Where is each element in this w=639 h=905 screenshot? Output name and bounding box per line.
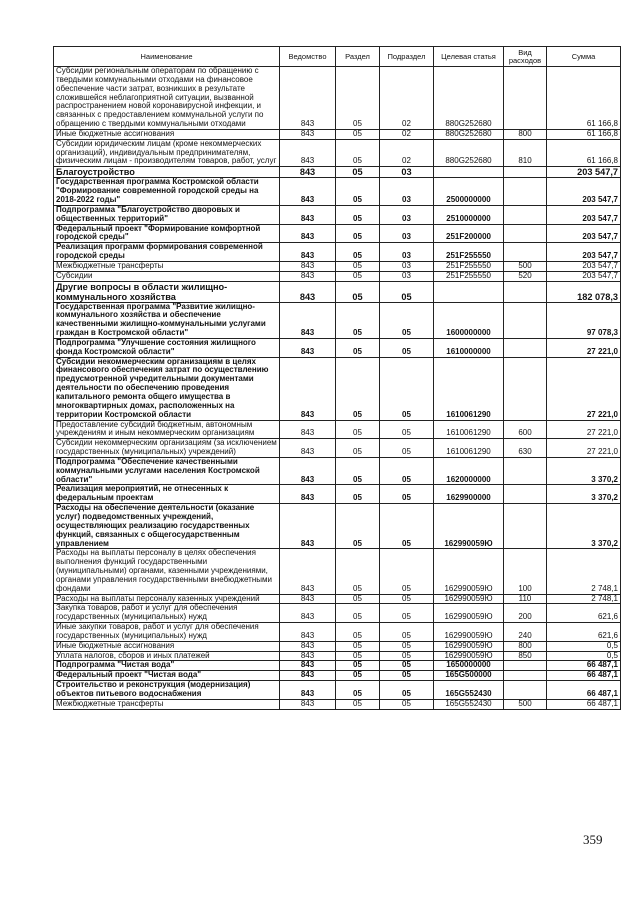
cell-department: 843 bbox=[280, 485, 336, 504]
cell-subsection: 05 bbox=[380, 302, 434, 338]
table-row bbox=[54, 623, 621, 642]
cell-name: Подпрограмма "Обеспечение качественными коммунальными услугами населения Костромской области" bbox=[54, 457, 280, 485]
cell-subsection: 05 bbox=[380, 549, 434, 594]
table-row bbox=[54, 67, 621, 130]
cell-department: 843 bbox=[280, 439, 336, 458]
cell-target-article: 1610061290 bbox=[434, 439, 504, 458]
cell-expense-type: 500 bbox=[504, 699, 547, 709]
table-row bbox=[54, 302, 621, 338]
cell-department: 843 bbox=[280, 357, 336, 420]
cell-department: 843 bbox=[280, 651, 336, 661]
cell-section: 05 bbox=[336, 178, 380, 206]
cell-subsection: 05 bbox=[380, 699, 434, 709]
cell-target-article bbox=[434, 281, 504, 302]
table-row bbox=[54, 439, 621, 458]
table-row bbox=[54, 205, 621, 224]
cell-sum: 621,6 bbox=[547, 604, 621, 623]
cell-subsection: 05 bbox=[380, 457, 434, 485]
cell-section: 05 bbox=[336, 167, 380, 178]
cell-department: 843 bbox=[280, 281, 336, 302]
cell-target-article: 162990059Ю bbox=[434, 504, 504, 549]
cell-expense-type: 240 bbox=[504, 623, 547, 642]
cell-section: 05 bbox=[336, 420, 380, 439]
cell-department: 843 bbox=[280, 271, 336, 281]
cell-subsection: 02 bbox=[380, 67, 434, 130]
cell-section: 05 bbox=[336, 129, 380, 139]
cell-subsection: 05 bbox=[380, 604, 434, 623]
cell-target-article: 1600000000 bbox=[434, 302, 504, 338]
cell-subsection: 03 bbox=[380, 224, 434, 243]
cell-target-article: 1610061290 bbox=[434, 420, 504, 439]
cell-department: 843 bbox=[280, 623, 336, 642]
cell-department: 843 bbox=[280, 671, 336, 681]
cell-subsection: 05 bbox=[380, 671, 434, 681]
cell-department: 843 bbox=[280, 661, 336, 671]
table-row bbox=[54, 129, 621, 139]
cell-subsection: 05 bbox=[380, 357, 434, 420]
cell-target-article: 162990059Ю bbox=[434, 651, 504, 661]
cell-expense-type: 100 bbox=[504, 549, 547, 594]
cell-sum: 203 547,7 bbox=[547, 243, 621, 262]
cell-sum: 0,5 bbox=[547, 651, 621, 661]
table-row bbox=[54, 167, 621, 178]
table-row bbox=[54, 178, 621, 206]
cell-name: Федеральный проект "Формирование комфортной городской среды" bbox=[54, 224, 280, 243]
cell-target-article: 165G552430 bbox=[434, 681, 504, 700]
cell-subsection: 03 bbox=[380, 178, 434, 206]
cell-expense-type: 800 bbox=[504, 641, 547, 651]
cell-target-article: 1610061290 bbox=[434, 357, 504, 420]
table-row bbox=[54, 681, 621, 700]
cell-target-article: 2510000000 bbox=[434, 205, 504, 224]
cell-subsection: 05 bbox=[380, 641, 434, 651]
cell-target-article: 162990059Ю bbox=[434, 604, 504, 623]
cell-section: 05 bbox=[336, 139, 380, 167]
cell-department: 843 bbox=[280, 205, 336, 224]
cell-department: 843 bbox=[280, 681, 336, 700]
cell-name: Подпрограмма "Чистая вода" bbox=[54, 661, 280, 671]
cell-expense-type bbox=[504, 178, 547, 206]
cell-subsection: 05 bbox=[380, 681, 434, 700]
cell-section: 05 bbox=[336, 357, 380, 420]
cell-section: 05 bbox=[336, 224, 380, 243]
page-number: 359 bbox=[583, 832, 603, 847]
cell-expense-type: 110 bbox=[504, 594, 547, 604]
table-row bbox=[54, 699, 621, 709]
cell-expense-type bbox=[504, 338, 547, 357]
table-row bbox=[54, 261, 621, 271]
cell-name: Иные закупки товаров, работ и услуг для обеспечения государственных (муниципальных) нужд bbox=[54, 623, 280, 642]
cell-expense-type bbox=[504, 681, 547, 700]
cell-section: 05 bbox=[336, 641, 380, 651]
cell-sum: 203 547,7 bbox=[547, 271, 621, 281]
cell-name: Подпрограмма "Улучшение состояния жилищного фонда Костромской области" bbox=[54, 338, 280, 357]
cell-target-article: 1620000000 bbox=[434, 457, 504, 485]
cell-sum: 66 487,1 bbox=[547, 681, 621, 700]
cell-sum: 2 748,1 bbox=[547, 594, 621, 604]
cell-section: 05 bbox=[336, 651, 380, 661]
cell-department: 843 bbox=[280, 594, 336, 604]
cell-name: Расходы на выплаты персоналу в целях обеспечения выполнения функций государственными (муниципальными) органами, казенными учреждениями, органами управления государственными внебюджетными фондами bbox=[54, 549, 280, 594]
cell-department: 843 bbox=[280, 604, 336, 623]
table-row bbox=[54, 243, 621, 262]
cell-section: 05 bbox=[336, 281, 380, 302]
cell-section: 05 bbox=[336, 302, 380, 338]
cell-target-article: 1610000000 bbox=[434, 338, 504, 357]
cell-subsection: 03 bbox=[380, 271, 434, 281]
table-body bbox=[54, 67, 621, 710]
cell-target-article: 2500000000 bbox=[434, 178, 504, 206]
cell-expense-type: 630 bbox=[504, 439, 547, 458]
cell-expense-type bbox=[504, 243, 547, 262]
cell-department: 843 bbox=[280, 139, 336, 167]
cell-subsection: 03 bbox=[380, 243, 434, 262]
table-row bbox=[54, 604, 621, 623]
header-expense-type: Вид расходов bbox=[504, 47, 547, 67]
cell-sum: 3 370,2 bbox=[547, 504, 621, 549]
cell-name: Субсидии некоммерческим организациям (за исключением государственных (муниципальных) учреждений) bbox=[54, 439, 280, 458]
cell-department: 843 bbox=[280, 338, 336, 357]
cell-sum: 61 166,8 bbox=[547, 139, 621, 167]
cell-sum: 66 487,1 bbox=[547, 671, 621, 681]
cell-name: Межбюджетные трансферты bbox=[54, 699, 280, 709]
cell-expense-type: 600 bbox=[504, 420, 547, 439]
cell-name: Реализация мероприятий, не отнесенных к федеральным проектам bbox=[54, 485, 280, 504]
header-sum: Сумма bbox=[547, 47, 621, 67]
header-subsection: Подраздел bbox=[380, 47, 434, 67]
cell-expense-type bbox=[504, 661, 547, 671]
cell-section: 05 bbox=[336, 604, 380, 623]
cell-name: Благоустройство bbox=[54, 167, 280, 178]
cell-subsection: 05 bbox=[380, 485, 434, 504]
cell-sum: 3 370,2 bbox=[547, 457, 621, 485]
cell-subsection: 05 bbox=[380, 651, 434, 661]
cell-target-article: 162990059Ю bbox=[434, 641, 504, 651]
cell-department: 843 bbox=[280, 420, 336, 439]
cell-target-article: 880G252680 bbox=[434, 139, 504, 167]
table-row bbox=[54, 224, 621, 243]
cell-department: 843 bbox=[280, 261, 336, 271]
header-section: Раздел bbox=[336, 47, 380, 67]
cell-subsection: 03 bbox=[380, 261, 434, 271]
cell-name: Уплата налогов, сборов и иных платежей bbox=[54, 651, 280, 661]
cell-name: Строительство и реконструкция (модернизация) объектов питьевого водоснабжения bbox=[54, 681, 280, 700]
table-row bbox=[54, 420, 621, 439]
table-row bbox=[54, 641, 621, 651]
cell-expense-type: 200 bbox=[504, 604, 547, 623]
table-header-row bbox=[54, 47, 621, 67]
cell-expense-type: 810 bbox=[504, 139, 547, 167]
cell-sum: 203 547,7 bbox=[547, 261, 621, 271]
cell-sum: 61 166,8 bbox=[547, 67, 621, 130]
cell-department: 843 bbox=[280, 243, 336, 262]
cell-expense-type bbox=[504, 281, 547, 302]
cell-section: 05 bbox=[336, 271, 380, 281]
cell-target-article: 1629900000 bbox=[434, 485, 504, 504]
table-row bbox=[54, 485, 621, 504]
cell-department: 843 bbox=[280, 167, 336, 178]
cell-target-article: 162990059Ю bbox=[434, 549, 504, 594]
cell-sum: 203 547,7 bbox=[547, 224, 621, 243]
cell-target-article: 880G252680 bbox=[434, 129, 504, 139]
table-row bbox=[54, 271, 621, 281]
cell-name: Реализация программ формирования современной городской среды bbox=[54, 243, 280, 262]
cell-department: 843 bbox=[280, 129, 336, 139]
cell-expense-type bbox=[504, 504, 547, 549]
cell-target-article: 251F200000 bbox=[434, 224, 504, 243]
cell-department: 843 bbox=[280, 504, 336, 549]
table-row bbox=[54, 281, 621, 302]
cell-department: 843 bbox=[280, 457, 336, 485]
cell-section: 05 bbox=[336, 485, 380, 504]
cell-sum: 0,5 bbox=[547, 641, 621, 651]
cell-sum: 203 547,7 bbox=[547, 205, 621, 224]
cell-expense-type bbox=[504, 224, 547, 243]
cell-sum: 203 547,7 bbox=[547, 167, 621, 178]
cell-name: Иные бюджетные ассигнования bbox=[54, 641, 280, 651]
cell-expense-type: 520 bbox=[504, 271, 547, 281]
table-row bbox=[54, 457, 621, 485]
cell-name: Закупка товаров, работ и услуг для обеспечения государственных (муниципальных) нужд bbox=[54, 604, 280, 623]
cell-sum: 2 748,1 bbox=[547, 549, 621, 594]
cell-name: Расходы на обеспечение деятельности (оказание услуг) подведомственных учреждений, осуществляющих реализацию государственных функций, связанных с общегосударственным управлением bbox=[54, 504, 280, 549]
cell-target-article: 880G252680 bbox=[434, 67, 504, 130]
cell-target-article: 1650000000 bbox=[434, 661, 504, 671]
cell-section: 05 bbox=[336, 504, 380, 549]
cell-name: Государственная программа Костромской области "Формирование современной городской среды на 2018-2022 годы" bbox=[54, 178, 280, 206]
table-row bbox=[54, 549, 621, 594]
cell-section: 05 bbox=[336, 661, 380, 671]
cell-name: Предоставление субсидий бюджетным, автономным учреждениям и иным некоммерческим организациям bbox=[54, 420, 280, 439]
cell-name: Другие вопросы в области жилищно-коммунального хозяйства bbox=[54, 281, 280, 302]
cell-section: 05 bbox=[336, 67, 380, 130]
cell-expense-type: 850 bbox=[504, 651, 547, 661]
cell-department: 843 bbox=[280, 549, 336, 594]
cell-section: 05 bbox=[336, 457, 380, 485]
cell-sum: 27 221,0 bbox=[547, 439, 621, 458]
cell-subsection: 03 bbox=[380, 205, 434, 224]
cell-department: 843 bbox=[280, 699, 336, 709]
table-row bbox=[54, 504, 621, 549]
cell-target-article: 162990059Ю bbox=[434, 594, 504, 604]
cell-section: 05 bbox=[336, 594, 380, 604]
cell-sum: 182 078,3 bbox=[547, 281, 621, 302]
cell-target-article bbox=[434, 167, 504, 178]
cell-name: Подпрограмма "Благоустройство дворовых и общественных территорий" bbox=[54, 205, 280, 224]
cell-sum: 27 221,0 bbox=[547, 338, 621, 357]
cell-name: Субсидии некоммерческим организациям в целях финансового обеспечения затрат по осуществлению предусмотренной учредительными документами деятельности по обеспечению проведения капитального ремонта общего имущества в многоквартирных домах, расположенных на территории Костромской области bbox=[54, 357, 280, 420]
cell-sum: 61 166,8 bbox=[547, 129, 621, 139]
cell-name: Государственная программа "Развитие жилищно-коммунального хозяйства и обеспечение качественными жилищно-коммунальными услугами граждан в Костромской области" bbox=[54, 302, 280, 338]
cell-expense-type: 800 bbox=[504, 129, 547, 139]
cell-subsection: 05 bbox=[380, 504, 434, 549]
cell-department: 843 bbox=[280, 67, 336, 130]
cell-subsection: 05 bbox=[380, 623, 434, 642]
header-name: Наименование bbox=[54, 47, 280, 67]
cell-target-article: 165G500000 bbox=[434, 671, 504, 681]
cell-department: 843 bbox=[280, 641, 336, 651]
cell-expense-type bbox=[504, 67, 547, 130]
cell-department: 843 bbox=[280, 178, 336, 206]
cell-name: Расходы на выплаты персоналу казенных учреждений bbox=[54, 594, 280, 604]
cell-subsection: 05 bbox=[380, 439, 434, 458]
cell-sum: 3 370,2 bbox=[547, 485, 621, 504]
budget-table bbox=[53, 46, 621, 710]
cell-subsection: 03 bbox=[380, 167, 434, 178]
cell-name: Субсидии bbox=[54, 271, 280, 281]
cell-section: 05 bbox=[336, 699, 380, 709]
cell-section: 05 bbox=[336, 243, 380, 262]
cell-sum: 621,6 bbox=[547, 623, 621, 642]
cell-subsection: 05 bbox=[380, 661, 434, 671]
header-target-article: Целевая статья bbox=[434, 47, 504, 67]
cell-section: 05 bbox=[336, 549, 380, 594]
cell-expense-type bbox=[504, 357, 547, 420]
cell-sum: 27 221,0 bbox=[547, 420, 621, 439]
cell-name: Федеральный проект "Чистая вода" bbox=[54, 671, 280, 681]
cell-sum: 66 487,1 bbox=[547, 699, 621, 709]
cell-expense-type bbox=[504, 671, 547, 681]
cell-target-article: 251F255550 bbox=[434, 271, 504, 281]
header-department: Ведомство bbox=[280, 47, 336, 67]
cell-section: 05 bbox=[336, 261, 380, 271]
cell-name: Иные бюджетные ассигнования bbox=[54, 129, 280, 139]
cell-section: 05 bbox=[336, 338, 380, 357]
cell-name: Межбюджетные трансферты bbox=[54, 261, 280, 271]
cell-target-article: 162990059Ю bbox=[434, 623, 504, 642]
cell-section: 05 bbox=[336, 623, 380, 642]
cell-subsection: 02 bbox=[380, 139, 434, 167]
cell-section: 05 bbox=[336, 681, 380, 700]
cell-expense-type bbox=[504, 485, 547, 504]
cell-sum: 66 487,1 bbox=[547, 661, 621, 671]
cell-target-article: 165G552430 bbox=[434, 699, 504, 709]
cell-expense-type: 500 bbox=[504, 261, 547, 271]
cell-department: 843 bbox=[280, 302, 336, 338]
cell-subsection: 05 bbox=[380, 338, 434, 357]
cell-subsection: 05 bbox=[380, 420, 434, 439]
cell-expense-type bbox=[504, 205, 547, 224]
cell-subsection: 05 bbox=[380, 594, 434, 604]
cell-section: 05 bbox=[336, 439, 380, 458]
cell-name: Субсидии региональным операторам по обращению с твердыми коммунальными отходами на финансовое обеспечение части затрат, возникших в результате сложившейся неблагоприятной ситуации, вызванной распространением новой коронавирусной инфекции, и связанных с предоставлением коммунальной услуги по обращению с твердыми коммунальными отходами bbox=[54, 67, 280, 130]
cell-expense-type bbox=[504, 302, 547, 338]
table-row bbox=[54, 338, 621, 357]
cell-target-article: 251F255550 bbox=[434, 243, 504, 262]
cell-expense-type bbox=[504, 167, 547, 178]
cell-section: 05 bbox=[336, 671, 380, 681]
cell-subsection: 02 bbox=[380, 129, 434, 139]
cell-target-article: 251F255550 bbox=[434, 261, 504, 271]
cell-sum: 27 221,0 bbox=[547, 357, 621, 420]
cell-subsection: 05 bbox=[380, 281, 434, 302]
cell-expense-type bbox=[504, 457, 547, 485]
table-row bbox=[54, 139, 621, 167]
cell-name: Субсидии юридическим лицам (кроме некоммерческих организаций), индивидуальным предпринимателям, физическим лицам - производителям товаров, работ, услуг bbox=[54, 139, 280, 167]
cell-section: 05 bbox=[336, 205, 380, 224]
table-row bbox=[54, 357, 621, 420]
cell-sum: 203 547,7 bbox=[547, 178, 621, 206]
cell-sum: 97 078,3 bbox=[547, 302, 621, 338]
cell-department: 843 bbox=[280, 224, 336, 243]
